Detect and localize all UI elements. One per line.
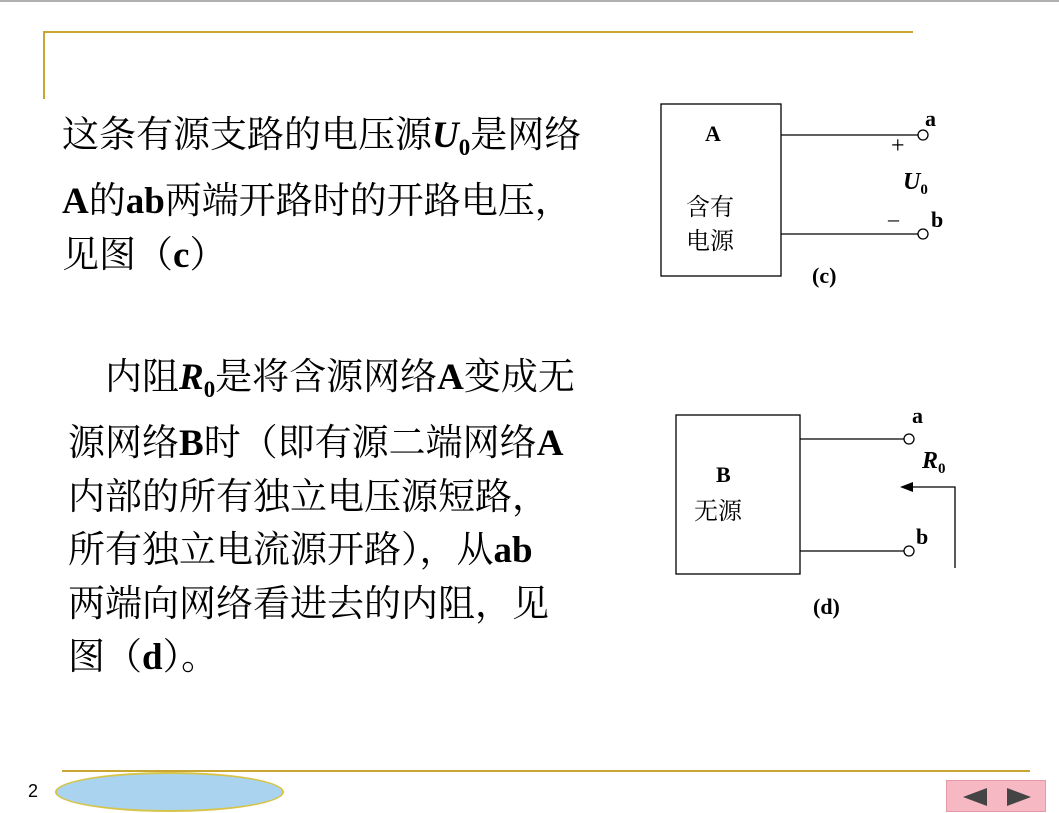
network-a-text-2: 电源 — [686, 227, 734, 255]
para2-line-4: 所有独立电流源开路），从ab — [68, 528, 533, 572]
network-a-label: A — [705, 121, 721, 146]
home-oval-button[interactable] — [55, 772, 284, 812]
arrow-left-icon — [955, 785, 991, 809]
minus-sign: – — [888, 206, 899, 231]
para2-line-3: 内部的所有独立电压源短路， — [68, 475, 549, 519]
network-a-text-1: 含有 — [686, 193, 734, 221]
para1-line-1: 这条有源支路的电压源$U_0$是网络 — [62, 113, 582, 161]
plus-sign: + — [891, 133, 905, 159]
equivalent-resistance-label: $R_0$ — [922, 448, 946, 477]
para2-line-5: 两端向网络看进去的内阻，见 — [68, 582, 549, 626]
nav-panel — [946, 780, 1046, 812]
previous-slide-button[interactable] — [955, 785, 991, 809]
terminal-a-node-d — [904, 434, 914, 444]
para2-line-6: 图（d）。 — [68, 635, 219, 679]
arrow-right-icon — [1003, 785, 1039, 809]
voltage-symbol: $U_0$ — [432, 115, 471, 161]
terminal-a-label-d: a — [912, 403, 923, 428]
resistance-symbol: $R_0$ — [179, 357, 216, 403]
resistance-arrow-line — [906, 487, 955, 568]
para2-line-2: 源网络B时（即有源二端网络A — [68, 421, 564, 465]
caption-c: (c) — [812, 263, 837, 288]
para2-line-1: 内阻$R_0$是将含源网络A变成无 — [105, 355, 575, 403]
caption-d: (d) — [813, 594, 840, 619]
next-slide-button[interactable] — [1003, 785, 1039, 809]
slide-number: 2 — [28, 781, 39, 801]
terminal-b-label-d: b — [916, 524, 929, 549]
network-b-text: 无源 — [694, 497, 742, 525]
open-circuit-voltage-label: $U_0$ — [903, 169, 928, 198]
para1-line-3: 见图（c） — [62, 233, 227, 277]
terminal-b-label: b — [931, 207, 944, 232]
resistance-arrowhead — [900, 482, 913, 492]
network-b-label: B — [716, 462, 731, 487]
terminal-a-label: a — [925, 106, 936, 131]
para1-line-2: A的ab两端开路时的开路电压， — [62, 179, 572, 223]
terminal-b-node-d — [904, 546, 914, 556]
